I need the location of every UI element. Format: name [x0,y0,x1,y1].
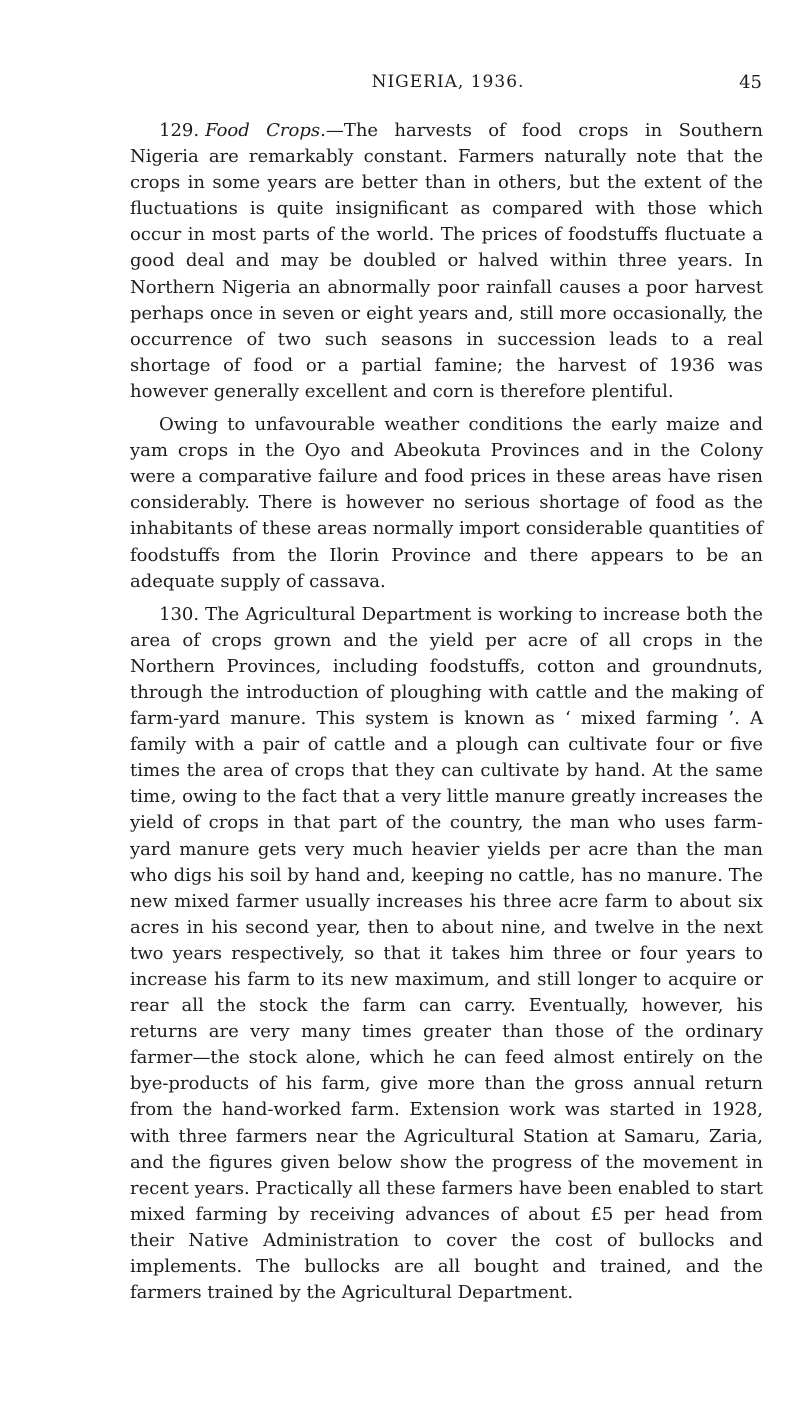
section-title: Food Crops. [205,120,326,141]
paragraph-number: 130. [159,603,200,625]
paragraph-number: 129. [159,120,200,141]
paragraph-text: The Agricultural Department is working to increase both the area of crops grown and the yield per acre of all crops in the Northern Provinces, including foodstuffs, cotton and groundnuts, through the introduction of ploughing with cattle and the making of farm-yard manure. This system is known as ‘ mixed farming ’. A family with a pair of cattle and a plough can cultivate four or five times the area of crops that they can cultivate by hand. At the same time, owing to the fact that a very little manure greatly increases the yield of crops in that part of the country, the man who uses farm-yard manure gets very much heavier yields per acre than the man who digs his soil by hand and, keeping no cattle, has no manure. The new mixed farmer usually increases his three acre farm to about six acres in his second year, then to about nine, and twelve in the next two years respectively, so that it takes him three or four years to increase his farm to its new maximum, and still longer to acquire or rear all the stock the farm can carry. Eventually, however, his returns are very many times greater than those of the ordinary farmer—the stock alone, which he can feed almost entirely on the bye-products of his farm, give more than the gross annual return from the hand-worked farm. Extension work was started in 1928, with three farmers near the Agricultural Station at Samaru, Zaria, and the figures given below show the progress of the movement in recent years. Practically all these farmers have been enabled to start mixed farming by receiving advances of about £5 per head from their Native Administration to cover the cost of bullocks and implements. The bullocks are all bought and trained, and the farmers trained by the Agricultural Department. [130,603,763,1304]
paragraph-129 [130,118,763,405]
paragraph-text: Owing to unfavourable weather conditions the early maize and yam crops in the Oyo and Abeokuta Provinces and in the Colony were a comparative failure and food prices in these areas have risen considerably. There is however no serious shortage of food as the inhabitants of these areas normally import considerable quantities of foodstuffs from the Ilorin Province and there appears to be an adequate supply of cassava. [130,414,763,592]
paragraph-text: —The harvests of food crops in Southern Nigeria are remarkably constant. Farmers naturally note that the crops in some years are better than in others, but the extent of the fluctuations is quite insignificant as compared with those which occur in most parts of the world. The prices of foodstuffs fluctuate a good deal and may be doubled or halved within three years. In Northern Nigeria an abnormally poor rainfall causes a poor harvest perhaps once in seven or eight years and, still more occasionally, the occurrence of two such seasons in succession leads to a real shortage of food or a partial famine; the harvest of 1936 was however generally excellent and corn is therefore plentiful. [130,120,764,402]
page-header [134,72,762,94]
body-text [130,118,763,1306]
page-number: 45 [739,72,762,93]
paragraph-129-continued [130,412,763,595]
running-head: NIGERIA, 1936. [371,72,525,92]
paragraph-130 [130,602,763,1307]
